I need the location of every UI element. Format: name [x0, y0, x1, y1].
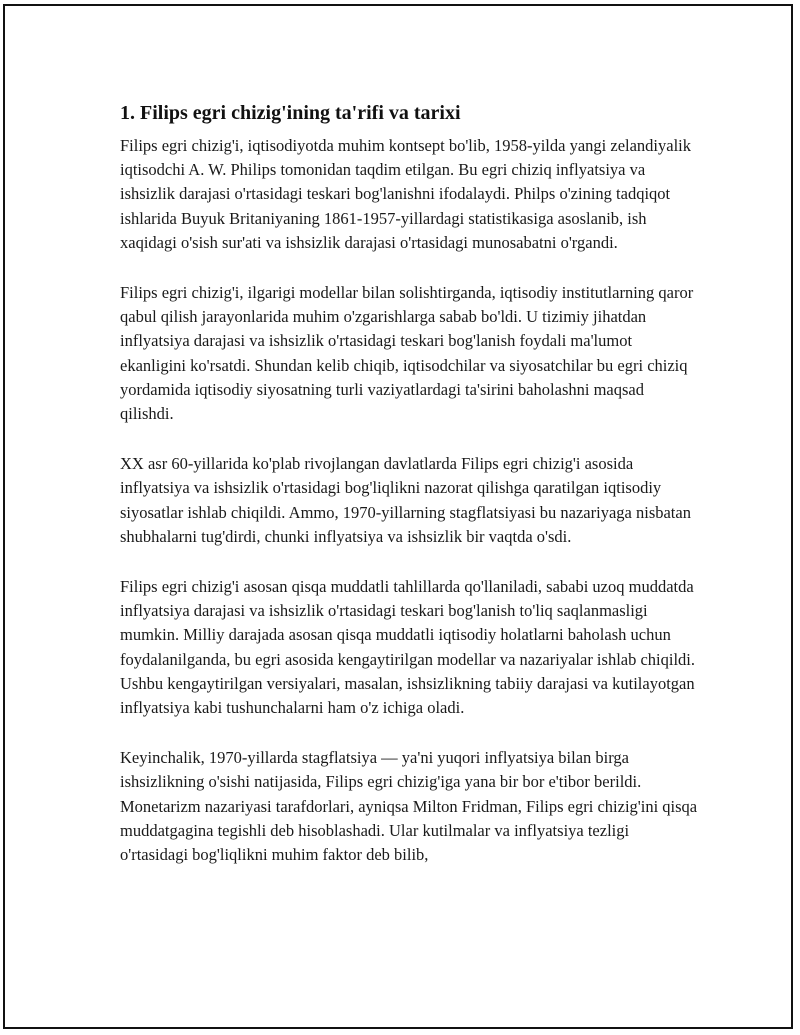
paragraph-2: Filips egri chizig'i, ilgarigi modellar bilan solishtirganda, iqtisodiy institutlarning qaror qabul qilish jarayonlarida muhim o'zgarishlarga sabab bo'ldi. U tizimiy jihatdan inflyatsiya darajasi va ishsizlik o'rtasidagi teskari bog'lanish foydali ma'lumot ekanligini ko'rsatdi. Shundan kelib chiqib, iqtisodchilar va siyosatchilar bu egri chiziq yordamida iqtisodiy siyosatning turli vaziyatlardagi ta'sirini baholashni maqsad qilishdi.	[120, 283, 694, 424]
document-body	[120, 102, 700, 893]
section-heading: 1. Filips egri chizig'ining ta'rifi va tarixi	[120, 102, 461, 124]
paragraph-3: XX asr 60-yillarida ko'plab rivojlangan davlatlarda Filips egri chizig'i asosida inflyatsiya va ishsizlik o'rtasidagi bog'liqlikni nazorat qilishga qaratilgan iqtisodiy siyosatlar ishlab chiqildi. Ammo, 1970-yillarning stagflatsiyasi bu nazariyaga nisbatan shubhalarni tug'dirdi, chunki inflyatsiya va ishsizlik bir vaqtda o'sdi.	[120, 454, 691, 546]
page-frame	[3, 4, 793, 1029]
paragraph-4: Filips egri chizig'i asosan qisqa muddatli tahlillarda qo'llaniladi, sababi uzoq muddatda inflyatsiya darajasi va ishsizlik o'rtasidagi teskari bog'lanish to'liq saqlanmasligi mumkin. Milliy darajada asosan qisqa muddatli iqtisodiy holatlarni baholash uchun foydalanilganda, bu egri asosida kengaytirilgan modellar va nazariyalar ishlab chiqildi. Ushbu kengaytirilgan versiyalari, masalan, ishsizlikning tabiiy darajasi va kutilayotgan inflyatsiya kabi tushunchalarni ham o'z ichiga oladi.	[120, 577, 696, 718]
paragraph-5: Keyinchalik, 1970-yillarda stagflatsiya — ya'ni yuqori inflyatsiya bilan birga ishsizlikning o'sishi natijasida, Filips egri chizig'iga yana bir bor e'tibor berildi. Monetarizm nazariyasi tarafdorlari, ayniqsa Milton Fridman, Filips egri chizig'ini qisqa muddatgagina tegishli deb hisoblashadi. Ular kutilmalar va inflyatsiya tezligi o'rtasidagi bog'liqlikni muhim faktor deb bilib,	[120, 748, 698, 865]
paragraph-1: Filips egri chizig'i, iqtisodiyotda muhim kontsept bo'lib, 1958-yilda yangi zelandiyalik iqtisodchi A. W. Philips tomonidan taqdim etilgan. Bu egri chiziq inflyatsiya va ishsizlik darajasi o'rtasidagi teskari bog'lanishni ifodalaydi. Philps o'zining tadqiqot ishlarida Buyuk Britaniyaning 1861-1957-yillardagi statistikasiga asoslanib, ish xaqidagi o'sish sur'ati va ishsizlik darajasi o'rtasidagi munosabatni o'rgandi.	[120, 136, 691, 252]
